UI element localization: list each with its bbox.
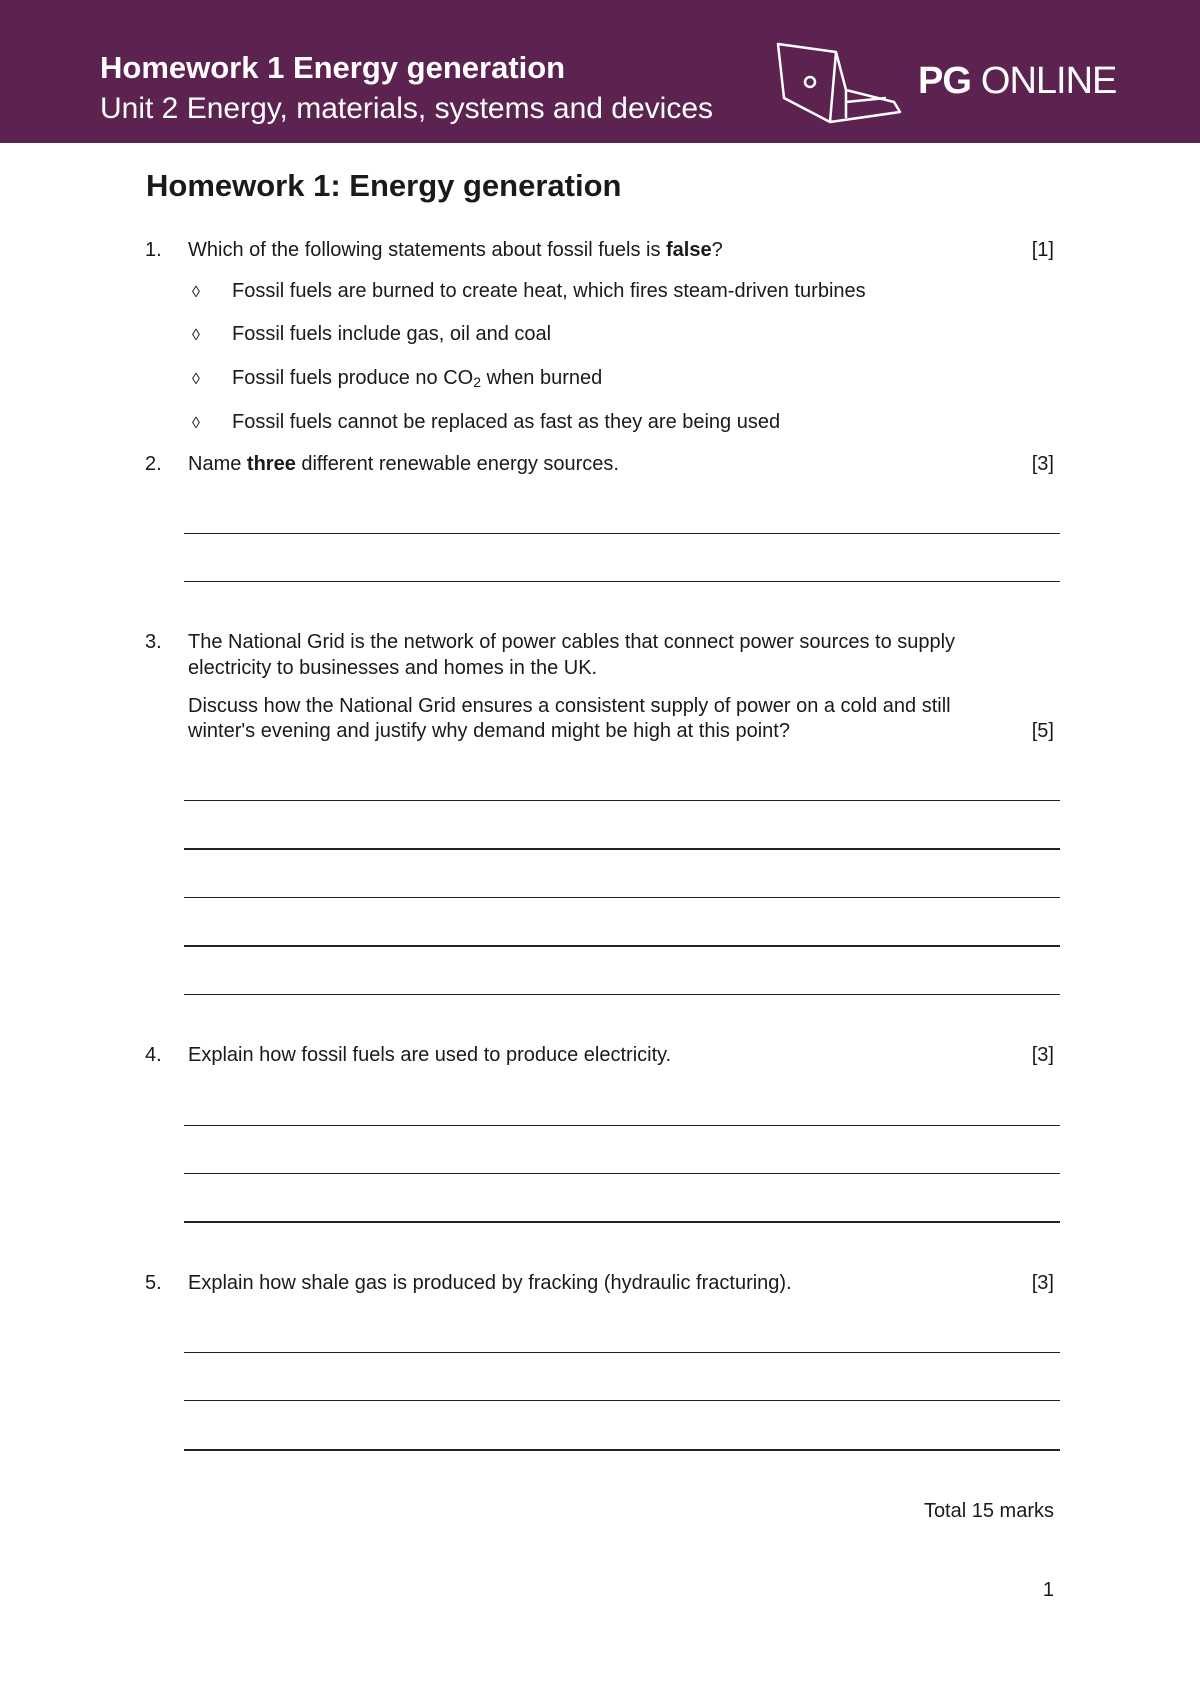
answer-line[interactable]: [184, 800, 1060, 801]
answer-line[interactable]: [184, 1221, 1060, 1223]
diamond-icon: ◊: [192, 371, 200, 388]
answer-line[interactable]: [184, 581, 1060, 582]
answer-line[interactable]: [184, 848, 1060, 850]
question-text: Name three different renewable energy sources.: [188, 453, 619, 475]
question-number: 1.: [145, 239, 162, 261]
question-number: 3.: [145, 631, 162, 653]
option-item: ◊ Fossil fuels include gas, oil and coal: [192, 323, 552, 345]
question-marks: [5]: [1031, 720, 1054, 742]
diamond-icon: ◊: [192, 284, 200, 301]
question-marks: [3]: [1031, 1044, 1054, 1066]
answer-line[interactable]: [184, 945, 1060, 947]
page-title: Homework 1: Energy generation: [146, 168, 622, 203]
question-marks: [1]: [1031, 239, 1054, 261]
question-text: electricity to businesses and homes in the UK.: [188, 657, 598, 679]
question-marks: [3]: [1031, 453, 1054, 475]
question-text: Discuss how the National Grid ensures a consistent supply of power on a cold and still: [188, 695, 951, 717]
header-banner: [0, 0, 1200, 143]
question-text: winter's evening and justify why demand might be high at this point?: [188, 720, 790, 742]
header-subtitle: Unit 2 Energy, materials, systems and devices: [100, 92, 714, 125]
answer-line[interactable]: [184, 1352, 1060, 1353]
answer-line[interactable]: [184, 1449, 1060, 1451]
laptop-icon: [774, 40, 906, 126]
option-item: ◊ Fossil fuels cannot be replaced as fast as they are being used: [192, 411, 781, 433]
question-text: The National Grid is the network of power cables that connect power sources to supply: [188, 631, 956, 653]
header-title: Homework 1 Energy generation: [100, 50, 566, 85]
diamond-icon: ◊: [192, 327, 200, 344]
logo-online: ONLINE: [980, 60, 1117, 102]
question-text: Which of the following statements about fossil fuels is false?: [188, 239, 723, 261]
answer-line[interactable]: [184, 1125, 1060, 1126]
option-item: ◊ Fossil fuels are burned to create heat, which fires steam-driven turbines: [192, 280, 866, 302]
logo-pg: PG: [918, 60, 971, 102]
question-number: 4.: [145, 1044, 162, 1066]
answer-line[interactable]: [184, 1400, 1060, 1401]
question-text: Explain how fossil fuels are used to produce electricity.: [188, 1044, 672, 1066]
page-number: 1: [1042, 1579, 1054, 1601]
total-marks: Total 15 marks: [923, 1500, 1054, 1522]
answer-line[interactable]: [184, 897, 1060, 898]
answer-line[interactable]: [184, 1173, 1060, 1174]
answer-line[interactable]: [184, 994, 1060, 995]
option-item: ◊ Fossil fuels produce no $CO_2$ when burned: [192, 367, 603, 390]
diamond-icon: ◊: [192, 415, 200, 432]
answer-line[interactable]: [184, 533, 1060, 534]
logo-wordmark: [918, 62, 1116, 100]
question-number: 5.: [145, 1272, 162, 1294]
question-marks: [3]: [1031, 1272, 1054, 1294]
question-text: Explain how shale gas is produced by fracking (hydraulic fracturing).: [188, 1272, 792, 1294]
question-number: 2.: [145, 453, 162, 475]
